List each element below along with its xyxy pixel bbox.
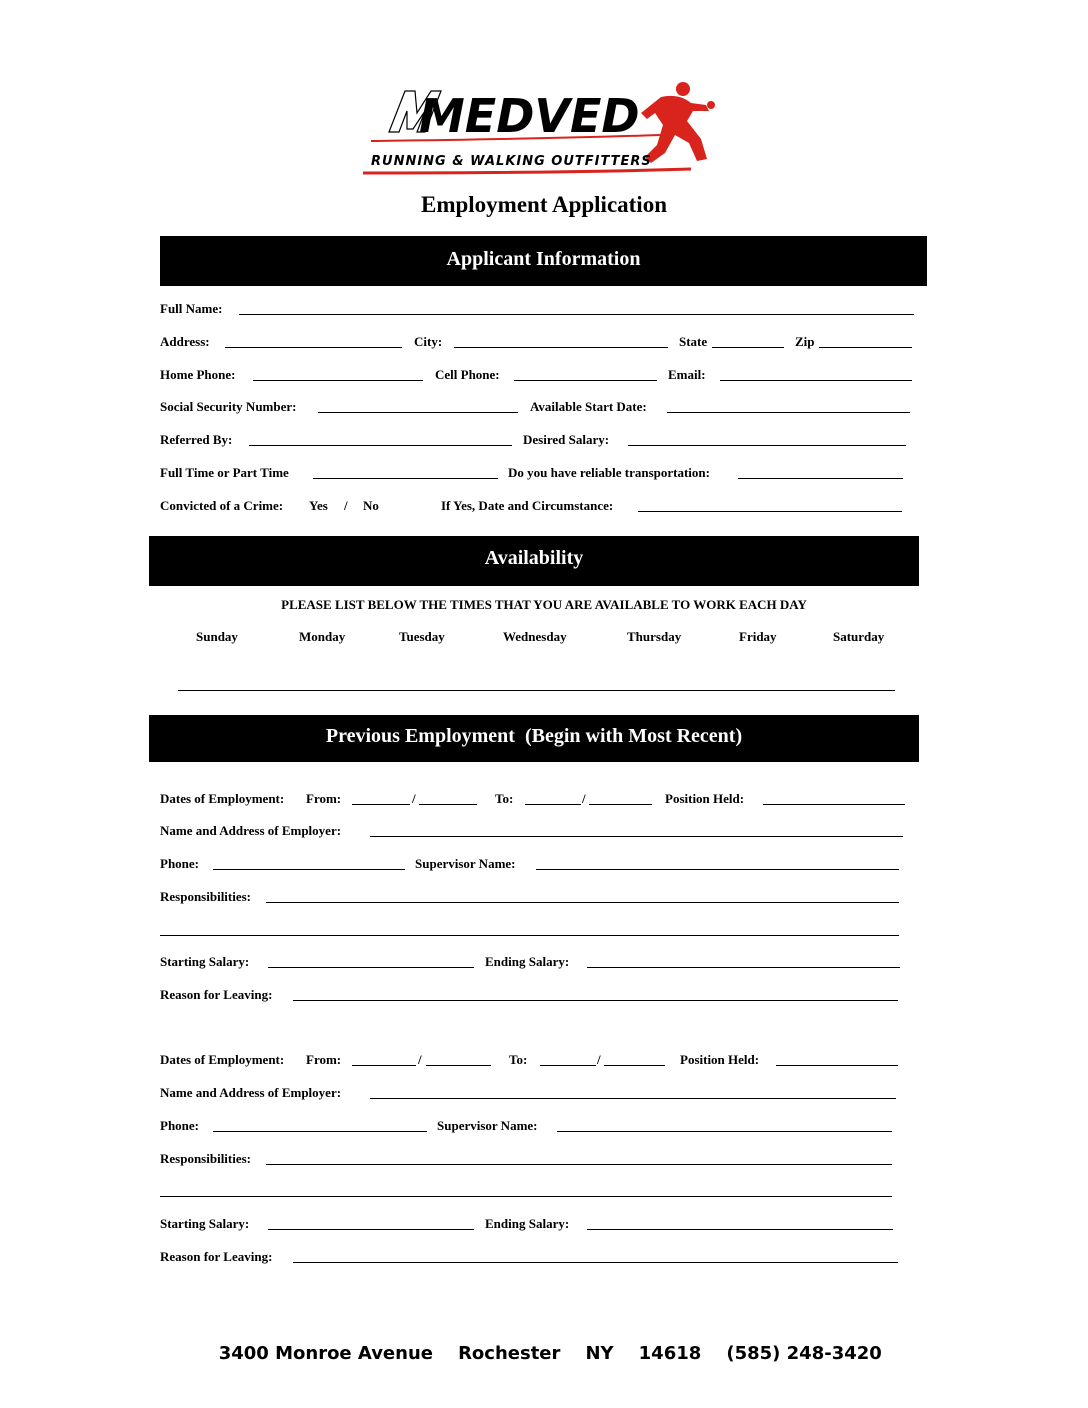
employer-label: Name and Address of Employer: — [160, 823, 342, 838]
position-label: Position Held: — [665, 791, 745, 806]
phone-field[interactable] — [213, 869, 405, 870]
convicted-separator: / — [344, 498, 348, 513]
responsibilities-field[interactable] — [266, 902, 899, 903]
ssn-field[interactable] — [318, 412, 518, 413]
if-yes-field[interactable] — [638, 511, 902, 512]
full-part-time-label: Full Time or Part Time — [160, 465, 289, 480]
day-sunday: Sunday — [196, 629, 238, 644]
to-year-field[interactable] — [604, 1065, 665, 1066]
starting-salary-field[interactable] — [268, 967, 474, 968]
runner-icon — [641, 82, 715, 163]
medved-logo — [361, 77, 727, 175]
position-field[interactable] — [763, 804, 905, 805]
from-label: From: — [306, 791, 342, 806]
phone-label: Phone: — [160, 856, 199, 871]
starting-salary-field[interactable] — [268, 1229, 474, 1230]
reason-label: Reason for Leaving: — [160, 1249, 273, 1264]
responsibilities-field[interactable] — [266, 1164, 892, 1165]
zip-label: Zip — [795, 334, 815, 349]
cell-phone-field[interactable] — [514, 380, 657, 381]
day-wednesday: Wednesday — [503, 629, 567, 644]
section-title: Availability — [484, 547, 584, 569]
day-saturday: Saturday — [833, 629, 885, 644]
footer-zip: 14618 — [638, 1343, 702, 1364]
responsibilities-field-line-2[interactable] — [160, 935, 899, 936]
reason-label: Reason for Leaving: — [160, 987, 273, 1002]
section-header-availability — [149, 536, 919, 586]
logo-tagline: RUNNING & WALKING OUTFITTERS — [371, 154, 652, 169]
convicted-yes-option[interactable]: Yes — [309, 498, 328, 513]
from-separator: / — [418, 1052, 422, 1067]
full-name-label: Full Name: — [160, 301, 223, 316]
availability-instruction: PLEASE LIST BELOW THE TIMES THAT YOU ARE AVAILABLE TO WORK EACH DAY — [281, 597, 807, 612]
supervisor-label: Supervisor Name: — [437, 1118, 538, 1133]
full-part-time-field[interactable] — [313, 478, 498, 479]
full-name-field[interactable] — [239, 314, 914, 315]
responsibilities-label: Responsibilities: — [160, 889, 252, 904]
zip-field[interactable] — [819, 347, 912, 348]
day-thursday: Thursday — [627, 629, 682, 644]
day-friday: Friday — [739, 629, 777, 644]
employer-label: Name and Address of Employer: — [160, 1085, 342, 1100]
home-phone-field[interactable] — [253, 380, 423, 381]
if-yes-label: If Yes, Date and Circumstance: — [441, 498, 614, 513]
transportation-field[interactable] — [738, 478, 903, 479]
starting-salary-label: Starting Salary: — [160, 1216, 250, 1231]
from-label: From: — [306, 1052, 342, 1067]
responsibilities-field-line-2[interactable] — [160, 1196, 892, 1197]
to-year-field[interactable] — [589, 804, 652, 805]
supervisor-label: Supervisor Name: — [415, 856, 516, 871]
referred-by-label: Referred By: — [160, 432, 233, 447]
ssn-label: Social Security Number: — [160, 399, 297, 414]
city-field[interactable] — [454, 347, 668, 348]
day-monday: Monday — [299, 629, 346, 644]
page-title: Employment Application — [420, 192, 667, 217]
address-label: Address: — [160, 334, 210, 349]
to-separator: / — [597, 1052, 601, 1067]
reason-field[interactable] — [293, 1000, 898, 1001]
footer-street: 3400 Monroe Avenue — [218, 1343, 433, 1364]
to-label: To: — [495, 791, 514, 806]
logo-graphic — [361, 77, 727, 175]
ending-salary-label: Ending Salary: — [485, 954, 570, 969]
to-label: To: — [509, 1052, 528, 1067]
employer-field[interactable] — [370, 1098, 896, 1099]
transportation-label: Do you have reliable transportation: — [508, 465, 710, 480]
starting-salary-label: Starting Salary: — [160, 954, 250, 969]
from-month-field[interactable] — [352, 1065, 416, 1066]
dates-label: Dates of Employment: — [160, 791, 285, 806]
from-year-field[interactable] — [426, 1065, 491, 1066]
section-title: Previous Employment (Begin with Most Recent) — [325, 725, 743, 747]
supervisor-field[interactable] — [536, 869, 899, 870]
ending-salary-field[interactable] — [587, 1229, 893, 1230]
email-label: Email: — [668, 367, 706, 382]
availability-field[interactable] — [178, 690, 895, 691]
supervisor-field[interactable] — [557, 1131, 892, 1132]
section-title: Applicant Information — [446, 248, 641, 270]
address-field[interactable] — [225, 347, 402, 348]
state-field[interactable] — [712, 347, 784, 348]
logo-swoosh-bottom — [363, 169, 691, 173]
day-tuesday: Tuesday — [399, 629, 445, 644]
footer-city: Rochester — [458, 1343, 561, 1364]
ending-salary-label: Ending Salary: — [485, 1216, 570, 1231]
from-month-field[interactable] — [352, 804, 410, 805]
employer-field[interactable] — [370, 836, 903, 837]
section-header-applicant — [160, 236, 927, 286]
logo-brand-text: MEDVED — [419, 89, 640, 143]
from-year-field[interactable] — [419, 804, 477, 805]
referred-by-field[interactable] — [249, 445, 512, 446]
home-phone-label: Home Phone: — [160, 367, 236, 382]
responsibilities-label: Responsibilities: — [160, 1151, 252, 1166]
phone-label: Phone: — [160, 1118, 199, 1133]
state-label: State — [679, 334, 708, 349]
desired-salary-field[interactable] — [628, 445, 906, 446]
to-month-field[interactable] — [540, 1065, 596, 1066]
footer-address — [0, 1322, 1088, 1364]
footer-state: NY — [585, 1343, 614, 1364]
section-header-previous-employment — [149, 715, 919, 762]
start-date-field[interactable] — [667, 412, 910, 413]
city-label: City: — [414, 334, 443, 349]
convicted-no-option[interactable]: No — [363, 498, 379, 513]
to-month-field[interactable] — [525, 804, 581, 805]
email-field[interactable] — [720, 380, 912, 381]
dates-label: Dates of Employment: — [160, 1052, 285, 1067]
position-label: Position Held: — [680, 1052, 760, 1067]
convicted-label: Convicted of a Crime: — [160, 498, 284, 513]
ending-salary-field[interactable] — [587, 967, 900, 968]
position-field[interactable] — [776, 1065, 898, 1066]
from-separator: / — [412, 791, 416, 806]
footer-phone: (585) 248-3420 — [726, 1343, 882, 1364]
phone-field[interactable] — [213, 1131, 427, 1132]
to-separator: / — [582, 791, 586, 806]
start-date-label: Available Start Date: — [530, 399, 647, 414]
cell-phone-label: Cell Phone: — [435, 367, 500, 382]
reason-field[interactable] — [293, 1262, 898, 1263]
desired-salary-label: Desired Salary: — [523, 432, 610, 447]
